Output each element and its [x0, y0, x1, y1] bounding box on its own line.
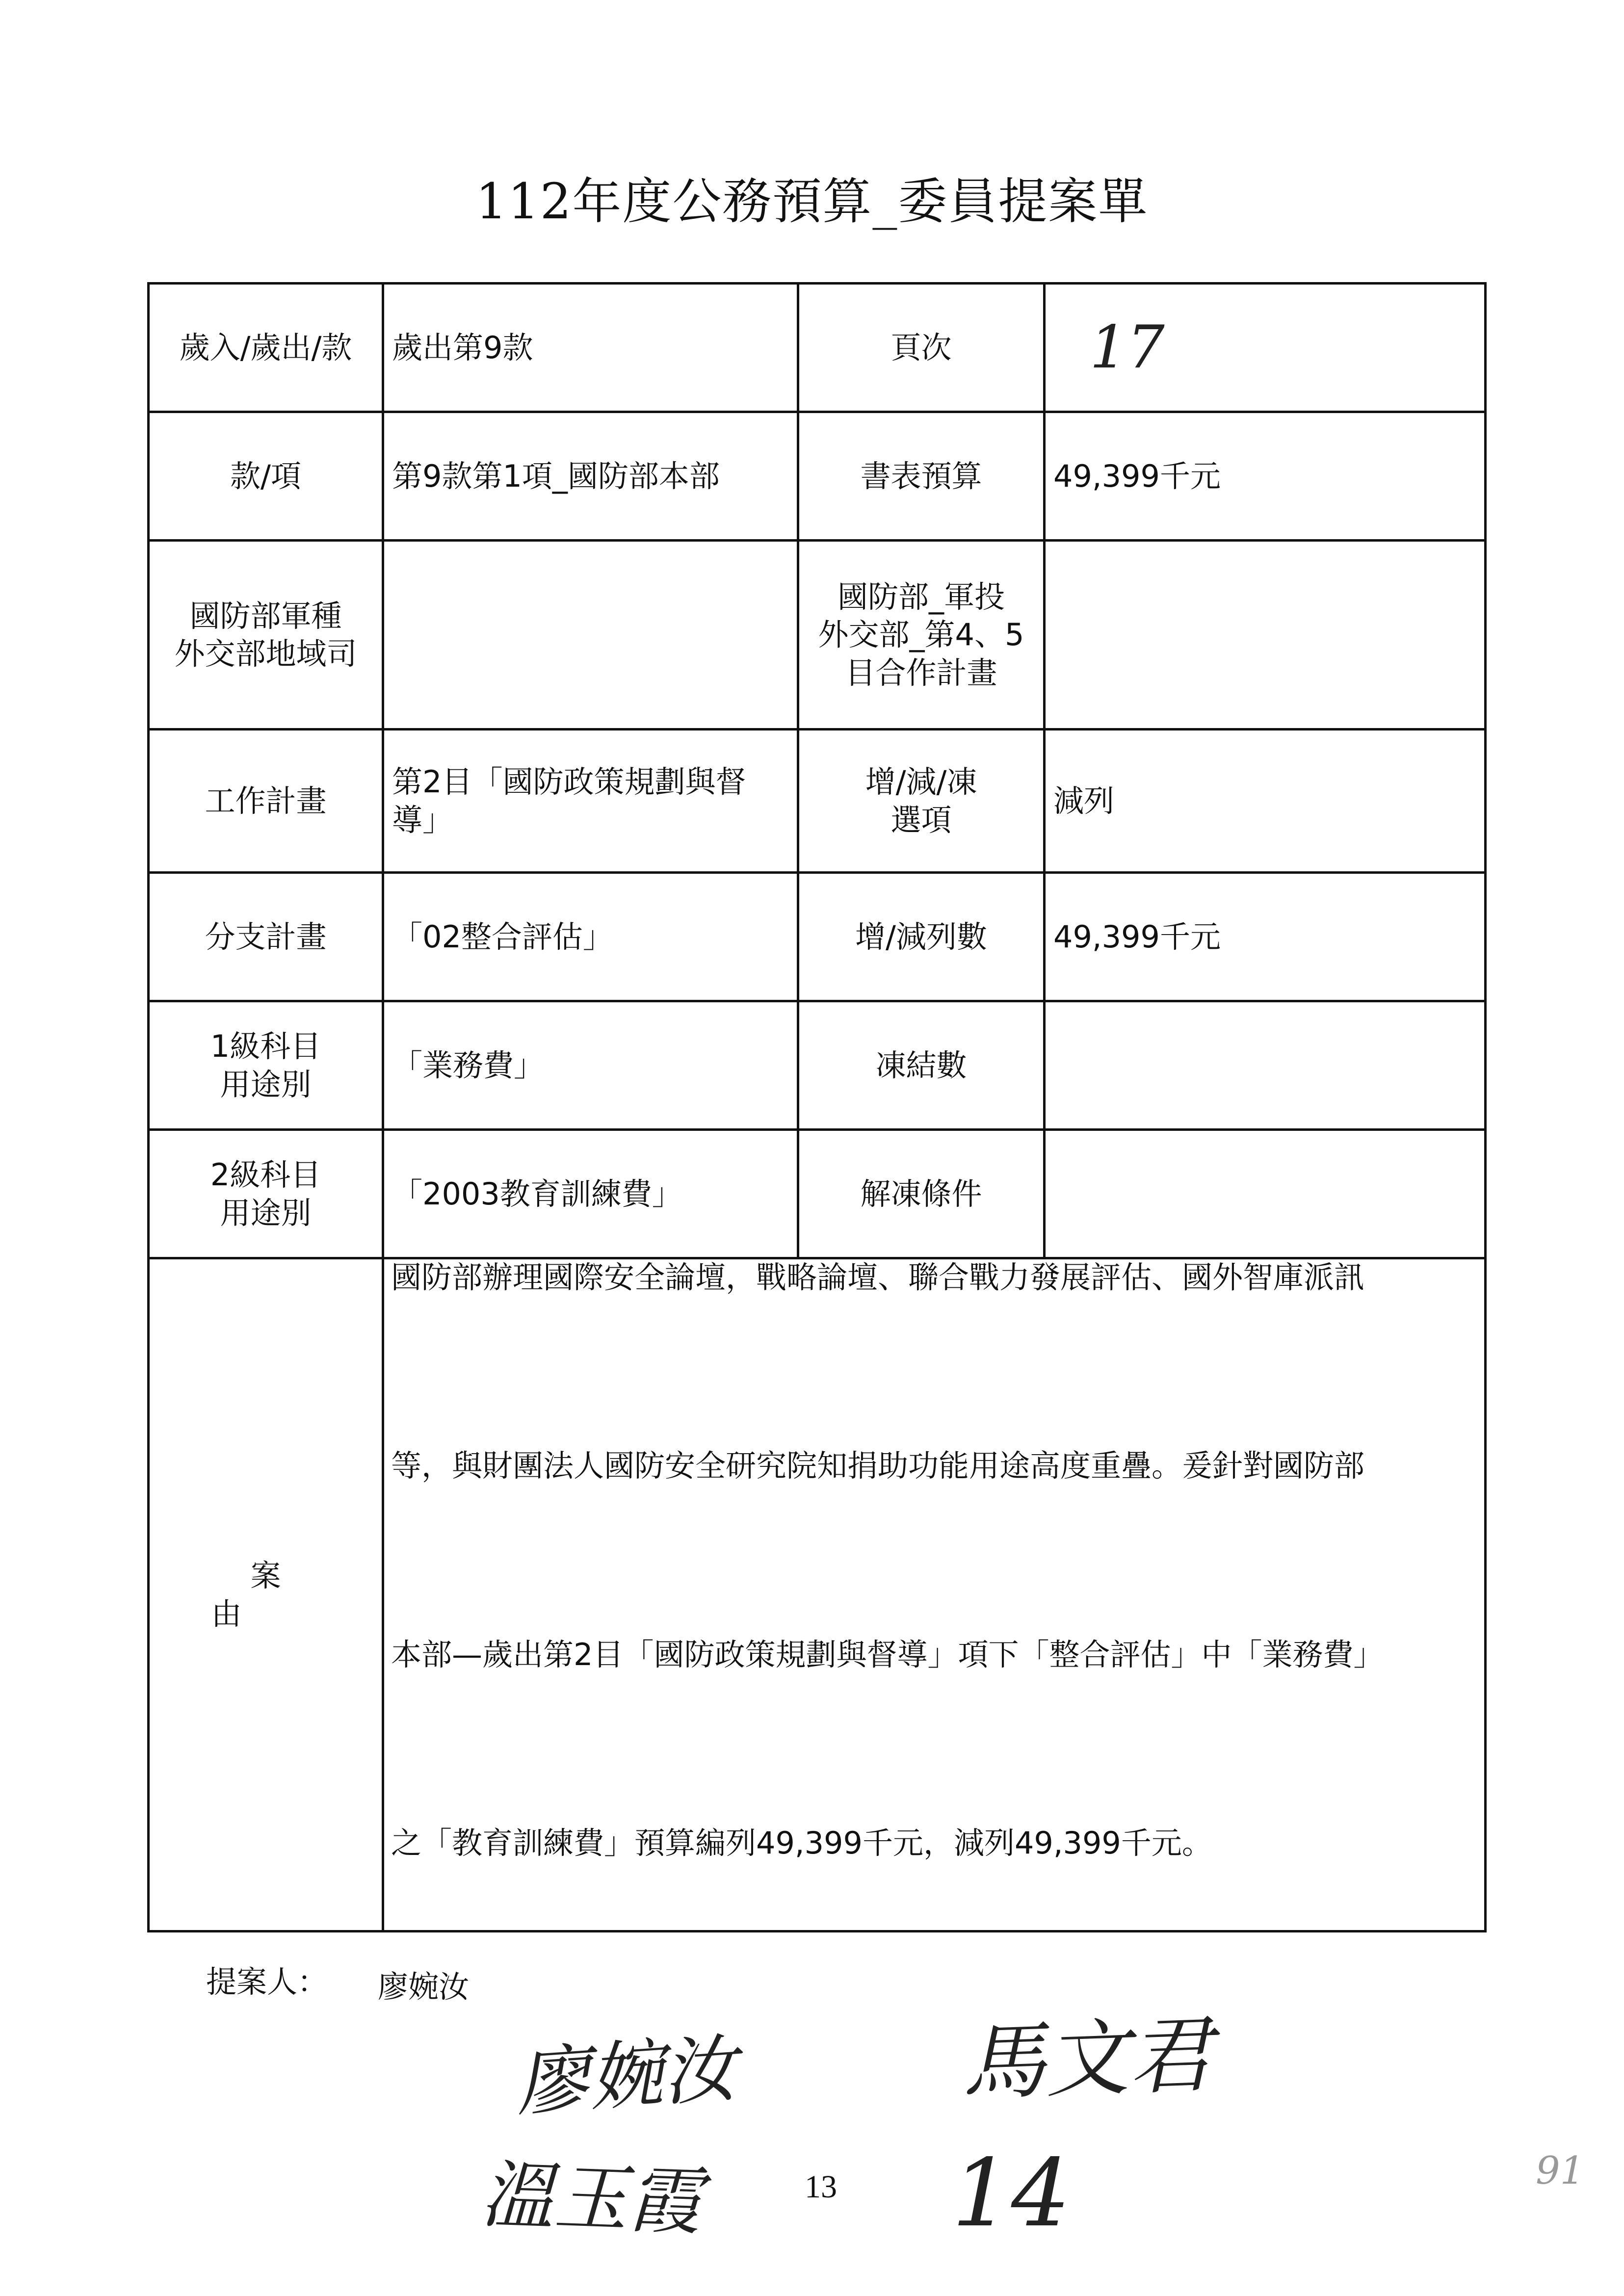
row-value: 歲出第9款 [383, 284, 798, 412]
reason-line: 國防部辦理國際安全論壇，戰略論壇、聯合戰力發展評估、國外智庫派訊 [391, 1259, 1365, 1295]
row-value: 第2目「國防政策規劃與督 導」 [383, 730, 798, 873]
row-label: 工作計畫 [149, 730, 383, 873]
row-value: 第9款第1項_國防部本部 [383, 412, 798, 541]
reason-line: 之「教育訓練費」預算編列49,399千元，減列49,399千元。 [391, 1825, 1212, 1861]
reason-line: 等，與財團法人國防安全研究院知捐助功能用途高度重疊。爰針對國防部 [391, 1448, 1365, 1484]
row-value-2: 減列 [1045, 730, 1486, 873]
form-row [149, 412, 1486, 541]
row-label: 1級科目 用途別 [149, 1001, 383, 1130]
signature-3: 溫玉霞 [479, 2152, 703, 2245]
page-number: 13 [805, 2169, 837, 2205]
reason-text-cell [383, 1258, 1486, 1931]
proposal-form-table [147, 282, 1487, 1932]
row-label: 2級科目 用途別 [149, 1130, 383, 1258]
row-value: 「業務費」 [383, 1001, 798, 1130]
row-value-2: 49,399千元 [1045, 412, 1486, 541]
row-value: 「2003教育訓練費」 [383, 1130, 798, 1258]
row-value-2: 49,399千元 [1045, 873, 1486, 1001]
reason-label: 案由 [211, 1558, 360, 1632]
row-label-2: 增/減/凍 選項 [798, 730, 1045, 873]
reason-label-cell [149, 1258, 383, 1931]
row-value-2 [1045, 1130, 1486, 1258]
row-label-2: 凍結數 [798, 1001, 1045, 1130]
proposer-label: 提案人： [206, 1964, 328, 2000]
row-label: 款/項 [149, 412, 383, 541]
proposer-name: 廖婉汝 [378, 1969, 470, 2005]
row-label: 分支計畫 [149, 873, 383, 1001]
corner-mark: 91 [1536, 2149, 1585, 2193]
form-row [149, 1130, 1486, 1258]
row-label-2: 國防部_軍投 外交部_第4、5 目合作計畫 [798, 541, 1045, 730]
row-value: 「02整合評估」 [383, 873, 798, 1001]
page-ref-handwritten: 17 [1045, 284, 1486, 412]
handwritten-number: 14 [952, 2139, 1071, 2247]
reason-line: 本部—歲出第2目「國防政策規劃與督導」項下「整合評估」中「業務費」 [391, 1636, 1384, 1672]
row-label: 歲入/歲出/款 [149, 284, 383, 412]
row-value [383, 541, 798, 730]
form-row [149, 730, 1486, 873]
row-label-2: 書表預算 [798, 412, 1045, 541]
reason-row [149, 1258, 1486, 1931]
row-value-2 [1045, 1001, 1486, 1130]
signature-2: 馬文君 [960, 2007, 1214, 2113]
form-row [149, 284, 1486, 412]
row-value-2 [1045, 541, 1486, 730]
signature-1: 廖婉汝 [513, 2026, 739, 2127]
row-label: 國防部軍種 外交部地域司 [149, 541, 383, 730]
form-row [149, 873, 1486, 1001]
form-row [149, 1001, 1486, 1130]
row-label-2: 增/減列數 [798, 873, 1045, 1001]
page-title: 112年度公務預算_委員提案單 [475, 173, 1149, 230]
row-label-2: 頁次 [798, 284, 1045, 412]
form-row [149, 541, 1486, 730]
row-label-2: 解凍條件 [798, 1130, 1045, 1258]
